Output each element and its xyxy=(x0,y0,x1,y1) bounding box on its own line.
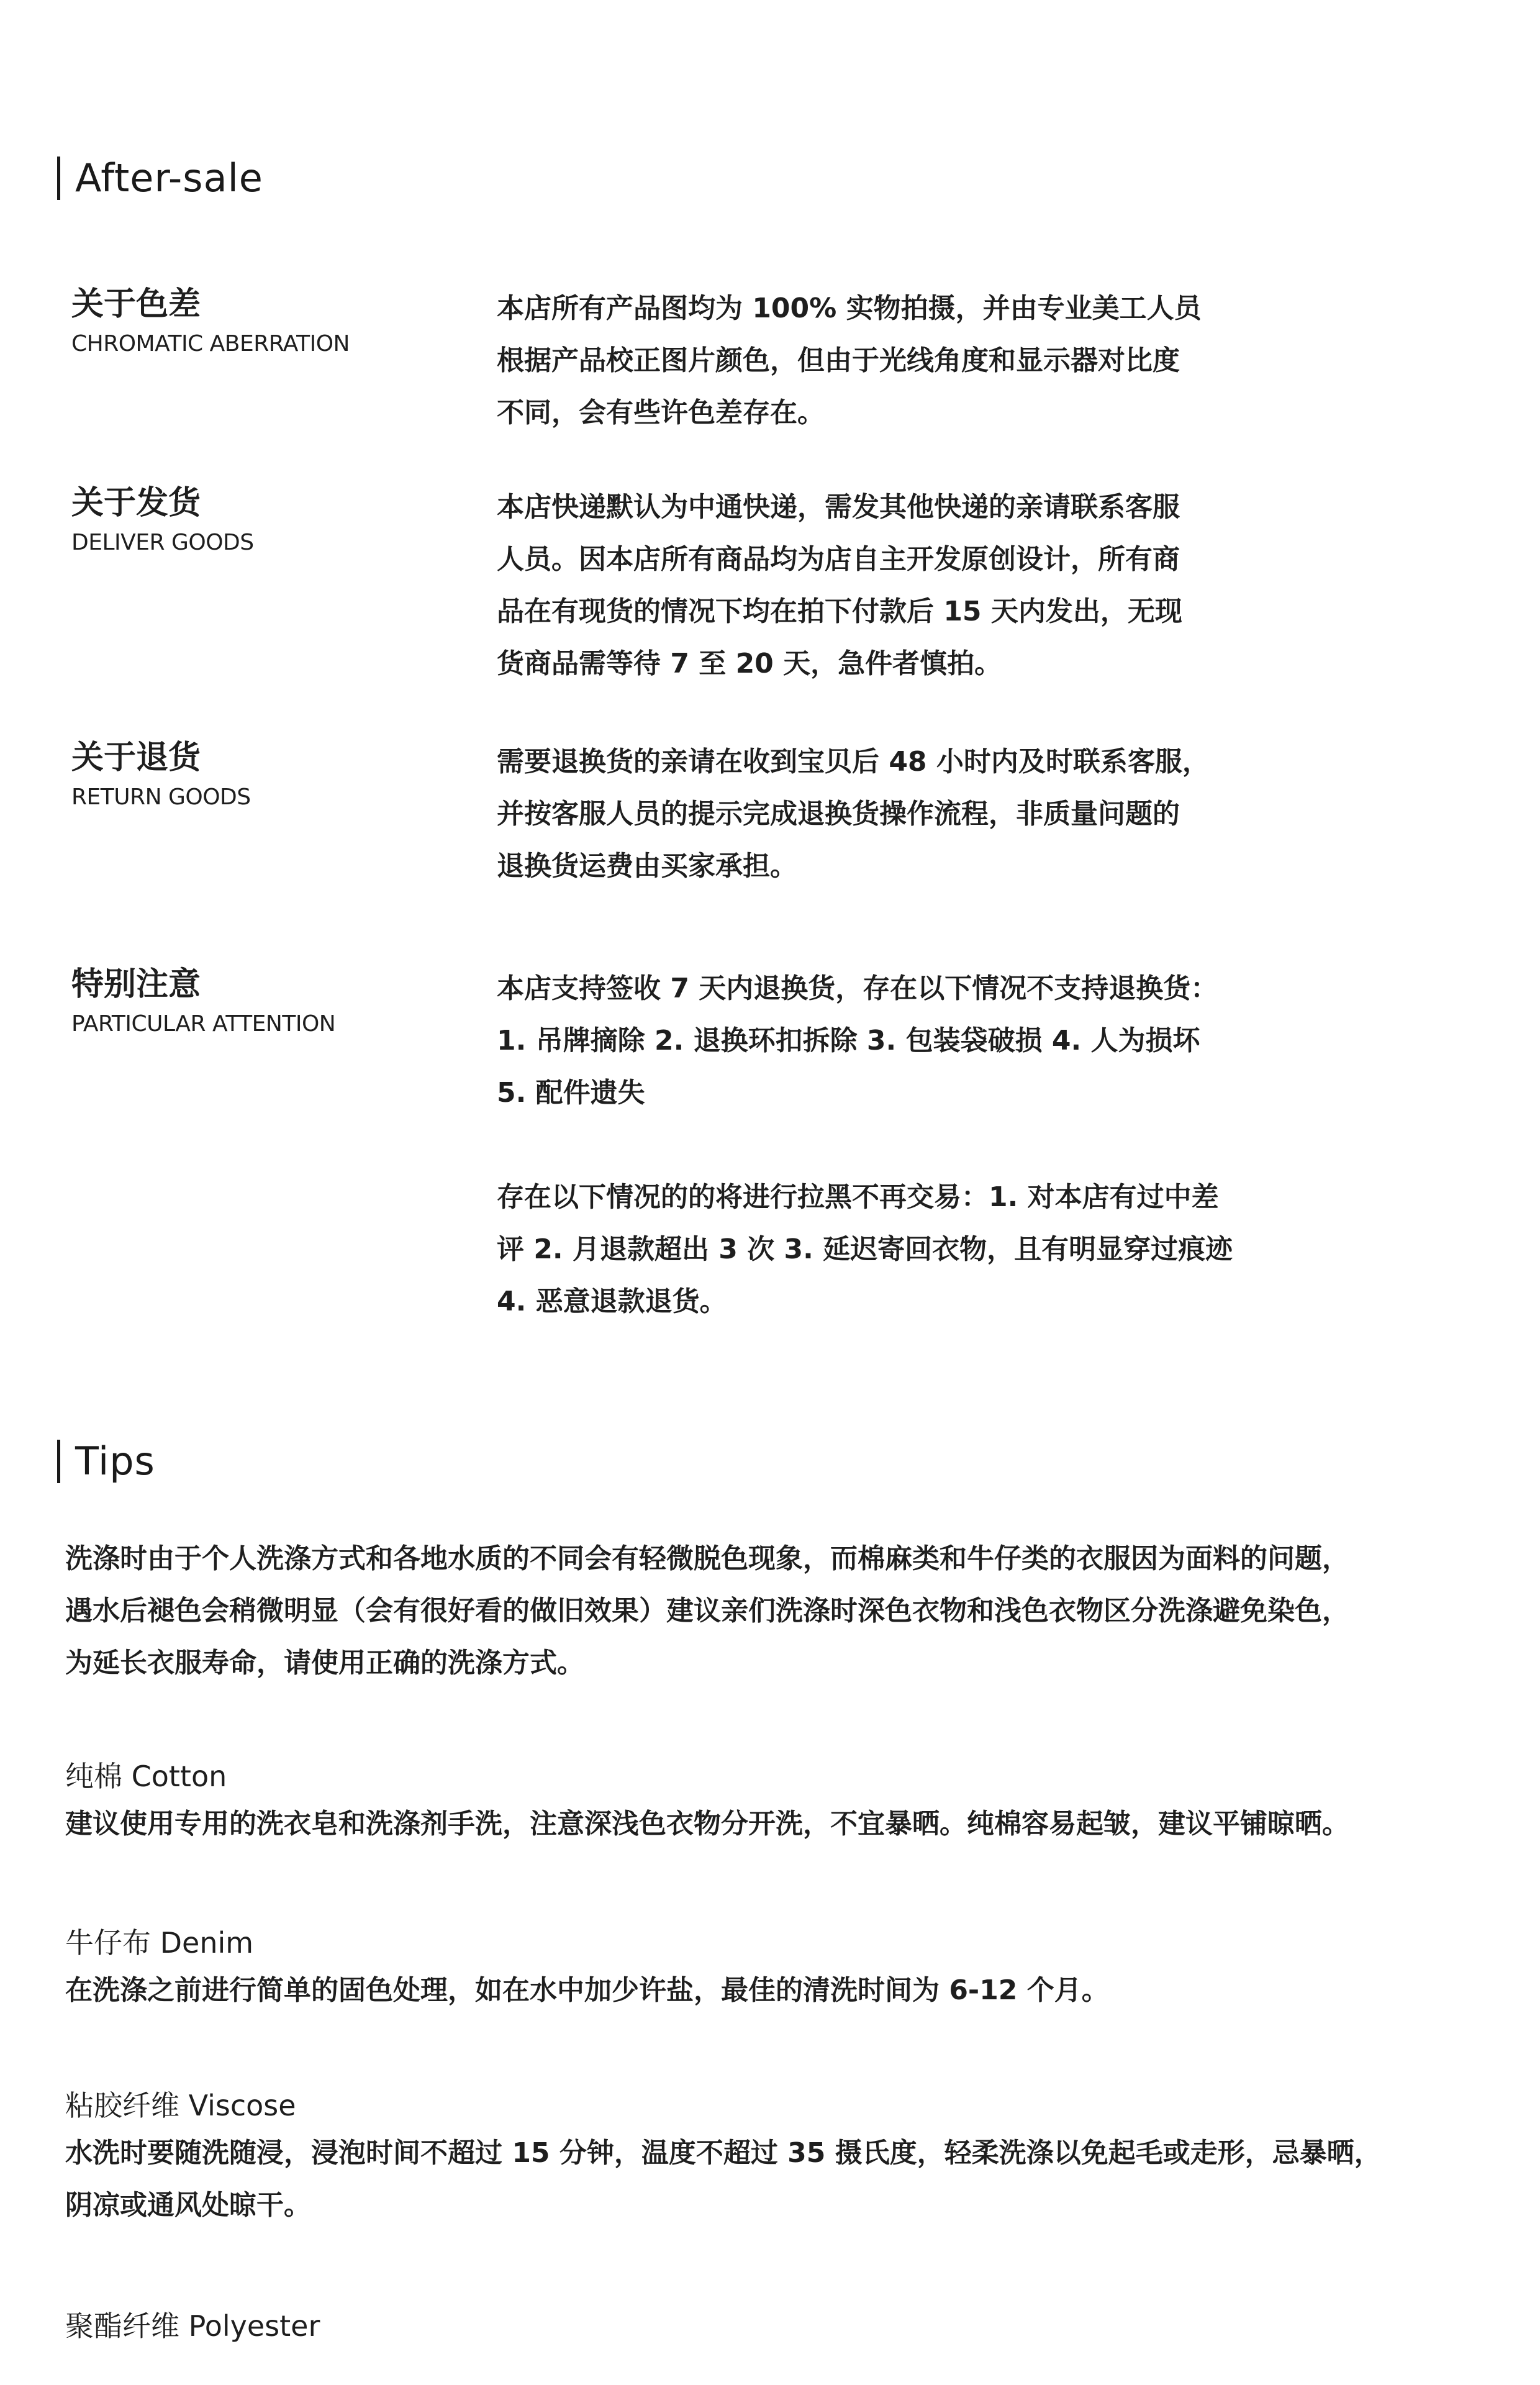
tip-material-name: 粘胶纤维 Viscose xyxy=(65,2089,296,2122)
description-line: 人员。因本店所有商品均为店自主开发原创设计，所有商 xyxy=(497,543,1180,575)
tip-material-desc: 建议使用专用的洗衣皂和洗涤剂手洗，注意深浅色衣物分开洗，不宜暴晒。纯棉容易起皱，建议平铺晾晒。 xyxy=(65,1808,1349,1840)
after-sale-title: After-sale xyxy=(75,155,263,201)
tips-title: Tips xyxy=(75,1438,155,1484)
item-label-zh: 关于退货 xyxy=(71,739,201,776)
item-label xyxy=(71,736,251,813)
tip-viscose xyxy=(65,2084,1493,2232)
description-line: 需要退换货的亲请在收到宝贝后 48 小时内及时联系客服， xyxy=(497,746,1210,778)
item-label-zh: 特别注意 xyxy=(71,966,201,1003)
tip-denim xyxy=(65,1921,1493,2017)
tips-intro xyxy=(65,1533,1493,1689)
description-line: 本店支持签收 7 天内退换货，存在以下情况不支持退换货： xyxy=(497,973,1218,1004)
tip-material-desc: 在洗涤之前进行简单的固色处理，如在水中加少许盐，最佳的清洗时间为 6-12 个月。 xyxy=(65,1974,1109,2006)
description-line: 4. 恶意退款退货。 xyxy=(497,1286,727,1317)
item-label-en: CHROMATIC ABERRATION xyxy=(71,331,350,357)
title-bar-divider xyxy=(57,1440,60,1483)
item-label-en: PARTICULAR ATTENTION xyxy=(71,1011,336,1037)
item-label xyxy=(71,481,254,558)
description-line: 评 2. 月退款超出 3 次 3. 延迟寄回衣物，且有明显穿过痕迹 xyxy=(497,1233,1233,1265)
tip-polyester xyxy=(65,2304,1493,2348)
tip-material-name: 聚酯纤维 Polyester xyxy=(65,2309,320,2343)
item-description xyxy=(497,963,1304,1328)
description-line: 货商品需等待 7 至 20 天，急件者慎拍。 xyxy=(497,648,1002,679)
item-label-en: RETURN GOODS xyxy=(71,784,251,810)
tip-material-desc: 水洗时要随洗随浸，浸泡时间不超过 15 分钟，温度不超过 35 摄氏度，轻柔洗涤以免起毛或走形，忌暴晒， xyxy=(65,2137,1382,2169)
tip-material-name: 牛仔布 Denim xyxy=(65,1926,254,1960)
item-description xyxy=(497,481,1304,690)
description-line: 本店所有产品图均为 100% 实物拍摄，并由专业美工人员 xyxy=(497,293,1202,324)
paragraph-spacer xyxy=(497,1119,1304,1171)
description-line: 本店快递默认为中通快递，需发其他快递的亲请联系客服 xyxy=(497,491,1180,523)
description-line: 并按客服人员的提示完成退换货操作流程，非质量问题的 xyxy=(497,798,1180,830)
item-label-zh: 关于发货 xyxy=(71,484,201,522)
after-sale-header xyxy=(57,157,263,200)
description-line: 退换货运费由买家承担。 xyxy=(497,850,797,882)
description-line: 品在有现货的情况下均在拍下付款后 15 天内发出，无现 xyxy=(497,596,1182,627)
intro-line: 洗涤时由于个人洗涤方式和各地水质的不同会有轻微脱色现象，而棉麻类和牛仔类的衣服因为面料的问题， xyxy=(65,1543,1349,1574)
description-line: 存在以下情况的的将进行拉黑不再交易：1. 对本店有过中差 xyxy=(497,1181,1219,1213)
intro-line: 遇水后褪色会稍微明显（会有很好看的做旧效果）建议亲们洗涤时深色衣物和浅色衣物区分洗涤避免染色， xyxy=(65,1595,1349,1627)
item-label xyxy=(71,963,335,1040)
item-label-zh: 关于色差 xyxy=(71,286,201,323)
intro-line: 为延长衣服寿命，请使用正确的洗涤方式。 xyxy=(65,1647,584,1679)
tips-header xyxy=(57,1440,155,1483)
description-line: 5. 配件遗失 xyxy=(497,1077,645,1109)
tip-material-desc: 阴凉或通风处晾干。 xyxy=(65,2189,311,2221)
item-description xyxy=(497,736,1304,893)
description-line: 不同，会有些许色差存在。 xyxy=(497,397,825,429)
tip-cotton xyxy=(65,1755,1493,1850)
title-bar-divider xyxy=(57,157,60,200)
item-label xyxy=(71,283,350,360)
description-line: 根据产品校正图片颜色，但由于光线角度和显示器对比度 xyxy=(497,345,1180,376)
tip-material-name: 纯棉 Cotton xyxy=(65,1760,227,1793)
description-line: 1. 吊牌摘除 2. 退换环扣拆除 3. 包装袋破损 4. 人为损坏 xyxy=(497,1025,1200,1056)
item-label-en: DELIVER GOODS xyxy=(71,530,254,555)
item-description xyxy=(497,283,1304,439)
